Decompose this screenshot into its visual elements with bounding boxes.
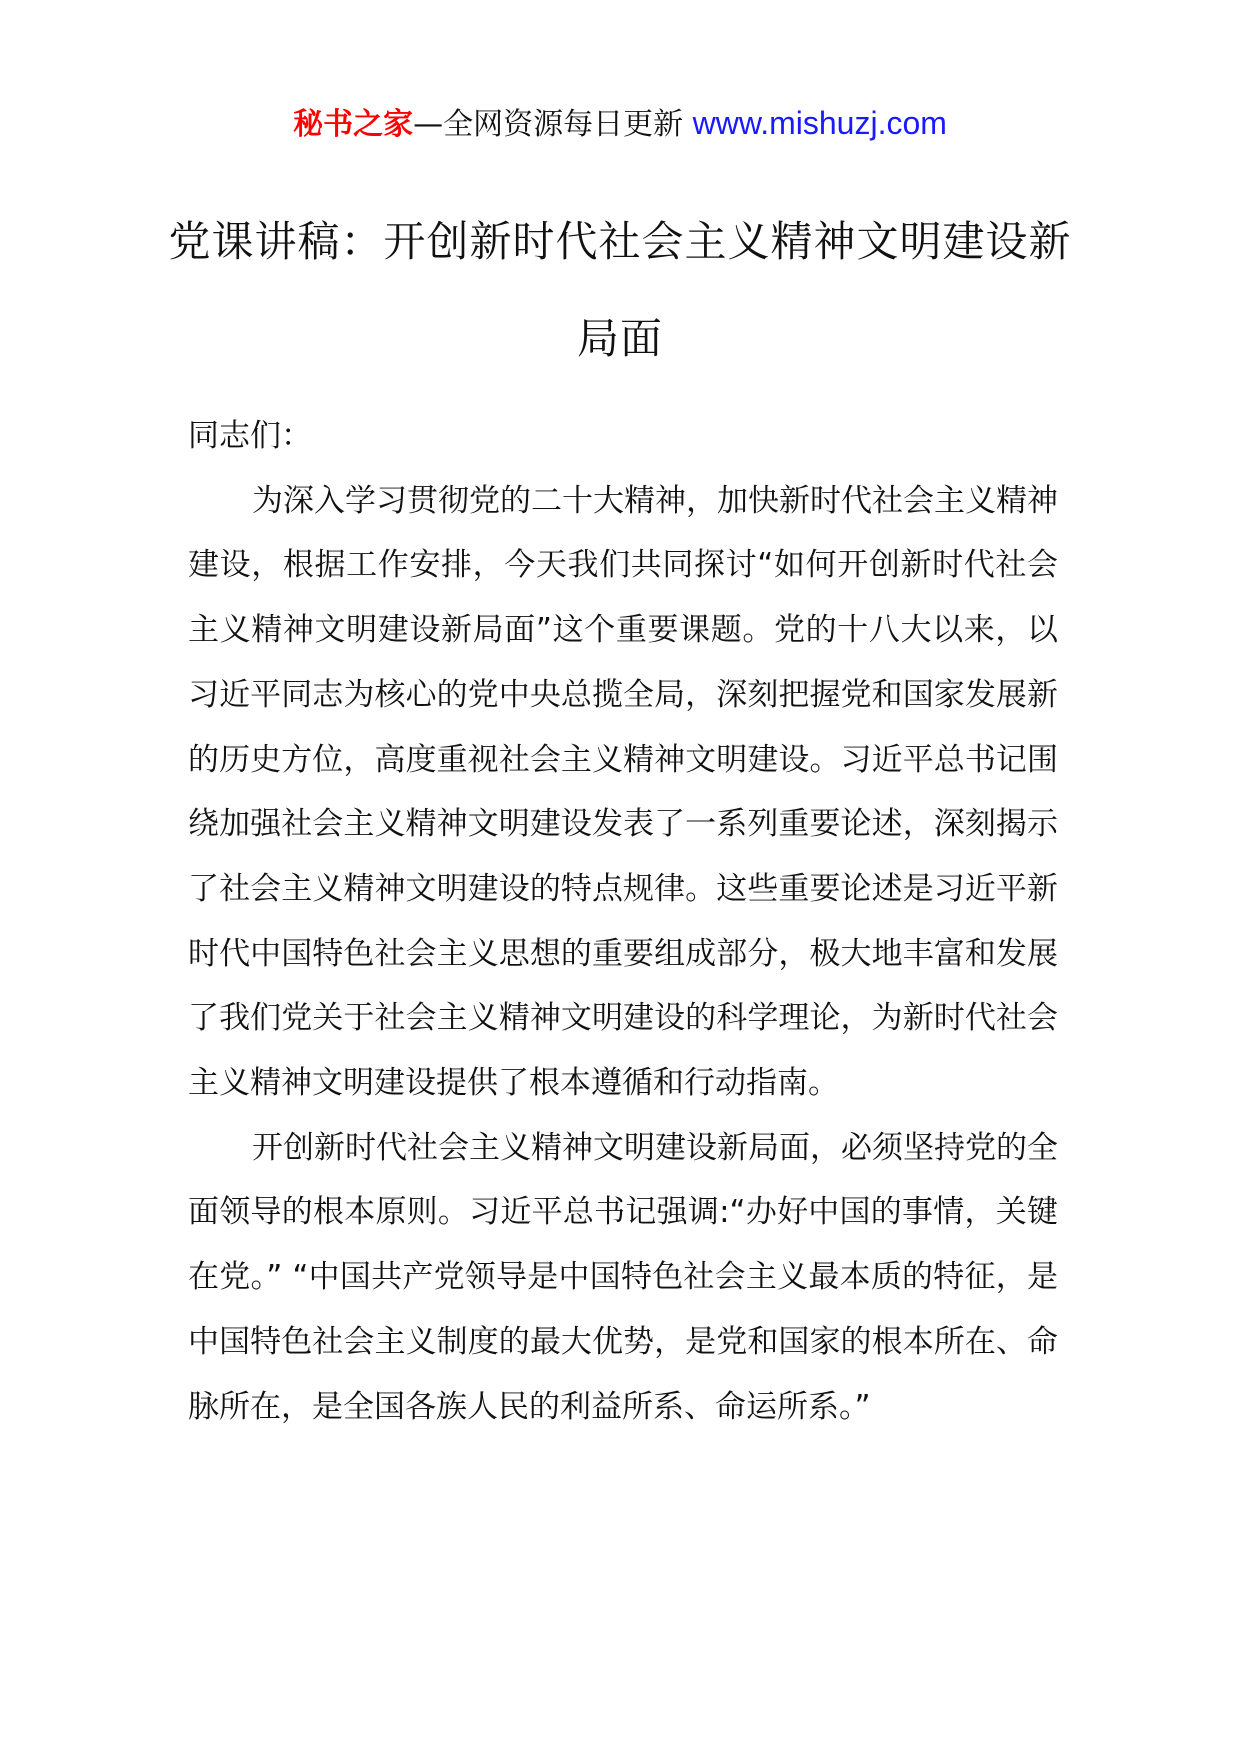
site-brand: 秘书之家: [293, 107, 414, 142]
site-tagline: —全网资源每日更新: [413, 107, 693, 142]
salutation: 同志们：: [188, 418, 312, 454]
site-url-link[interactable]: www.mishuzj.com: [692, 105, 947, 141]
document-title: 党课讲稿：开创新时代社会主义精神文明建设新局面: [168, 217, 1072, 363]
document-body: [188, 404, 1058, 1439]
body-paragraph: 开创新时代社会主义精神文明建设新局面，必须坚持党的全面领导的根本原则。习近平总书记强调:“办好中国的事情，关键在党。” “中国共产党领导是中国特色社会主义最本质的特征，是中国特色社会主义制度的最大优势，是党和国家的根本所在、命脉所在，是全国各族人民的利益所系、命运所系。”: [188, 1129, 1058, 1425]
site-banner: [0, 103, 1240, 145]
body-paragraph: 为深入学习贯彻党的二十大精神，加快新时代社会主义精神建设，根据工作安排，今天我们共同探讨“如何开创新时代社会主义精神文明建设新局面”这个重要课题。党的十八大以来，以习近平同志为核心的党中央总揽全局，深刻把握党和国家发展新的历史方位，高度重视社会主义精神文明建设。习近平总书记围绕加强社会主义精神文明建设发表了一系列重要论述，深刻揭示了社会主义精神文明建设的特点规律。这些重要论述是习近平新时代中国特色社会主义思想的重要组成部分，极大地丰富和发展了我们党关于社会主义精神文明建设的科学理论，为新时代社会主义精神文明建设提供了根本遵循和行动指南。: [188, 482, 1058, 1102]
